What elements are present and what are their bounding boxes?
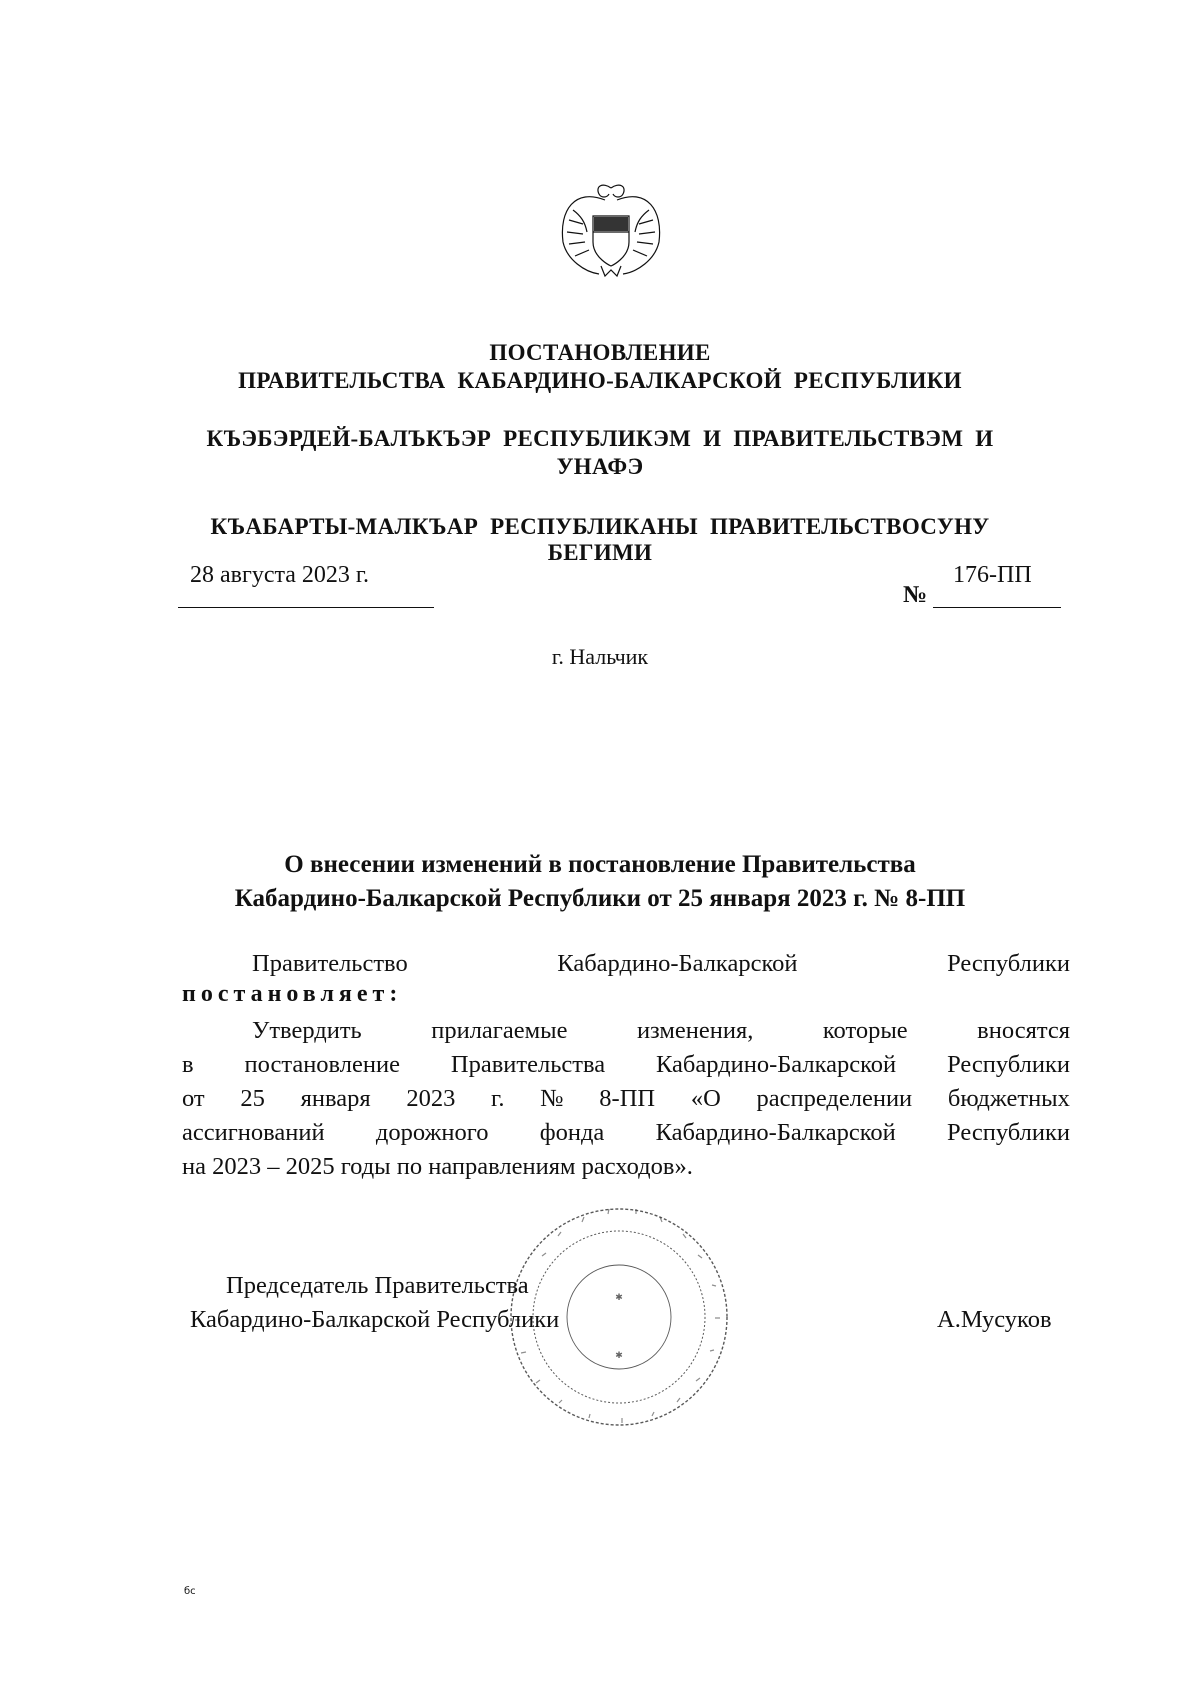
body-word: вносятся [977, 1017, 1070, 1044]
body-word: прилагаемые [431, 1017, 568, 1044]
body-word: Кабардино-Балкарской [655, 1051, 897, 1078]
subject-line-2: Кабардино-Балкарской Республики от 25 января 2023 г. № 8-ПП [234, 885, 966, 912]
body-word: распределении [756, 1085, 913, 1112]
body-word: 25 [240, 1085, 265, 1112]
body-word: в [182, 1051, 194, 1078]
document-date: 28 августа 2023 г. [190, 562, 370, 588]
signatory-position-line2: Кабардино-Балкарской Республики [190, 1306, 560, 1333]
body-word: № [540, 1085, 564, 1112]
body-word: дорожного [375, 1119, 489, 1146]
body-word: января [300, 1085, 371, 1112]
body-word: ассигнований [182, 1119, 325, 1146]
svg-text:✱: ✱ [615, 1293, 623, 1303]
number-underline [933, 607, 1061, 608]
body-line-1 [182, 947, 1070, 981]
document-number: 176-ПП [953, 562, 1032, 588]
body-line-3 [182, 1014, 1070, 1048]
government-name-balkar-line1: КЪАБАРТЫ-МАЛКЪАР РЕСПУБЛИКАНЫ ПРАВИТЕЛЬСТВОСУНУ [210, 514, 990, 539]
body-last-line: на 2023 – 2025 годы по направлениям расходов». [182, 1153, 693, 1180]
body-word: фонда [539, 1119, 605, 1146]
body-word: изменения, [636, 1017, 754, 1044]
body-word: Республики [947, 1051, 1070, 1078]
svg-text:✱: ✱ [615, 1351, 623, 1361]
document-title: ПОСТАНОВЛЕНИЕ [489, 340, 711, 365]
body-word: Утвердить [252, 1017, 362, 1044]
body-word: которые [822, 1017, 908, 1044]
date-underline [178, 607, 434, 608]
signatory-name: А.Мусуков [937, 1306, 1052, 1333]
body-word: Правительство [252, 950, 408, 977]
government-name-balkar-line2: БЕГИМИ [547, 540, 653, 565]
body-word: Правительства [450, 1051, 606, 1078]
body-line-6 [182, 1116, 1070, 1150]
subject-line-1: О внесении изменений в постановление Правительства [284, 851, 916, 878]
government-name-kabardian-line2: УНАФЭ [556, 454, 644, 479]
city: г. Нальчик [551, 644, 649, 669]
body-word: от [182, 1085, 205, 1112]
body-word: постановление [244, 1051, 400, 1078]
number-sign: № [903, 582, 928, 608]
corner-note: бс [184, 1586, 196, 1597]
body-word: 2023 [406, 1085, 456, 1112]
body-line-5 [182, 1082, 1070, 1116]
government-name-russian: ПРАВИТЕЛЬСТВА КАБАРДИНО-БАЛКАРСКОЙ РЕСПУБЛИКИ [238, 368, 962, 393]
body-word: «О [690, 1085, 721, 1112]
body-word: Кабардино-Балкарской [655, 1119, 896, 1146]
signatory-position-line1: Председатель Правительства [226, 1272, 529, 1299]
government-name-kabardian-line1: КЪЭБЭРДЕЙ-БАЛЪКЪЭР РЕСПУБЛИКЭМ И ПРАВИТЕЛЬСТВЭМ И [206, 426, 994, 451]
body-word: Республики [947, 950, 1070, 977]
body-word: Республики [947, 1119, 1070, 1146]
body-word: бюджетных [947, 1085, 1070, 1112]
body-line-4 [182, 1048, 1070, 1082]
decrees-word: постановляет: [182, 981, 403, 1007]
body-word: 8-ПП [599, 1085, 656, 1112]
coat-of-arms-emblem [555, 180, 667, 280]
body-word: г. [491, 1085, 505, 1112]
body-word: Кабардино-Балкарской [557, 950, 798, 977]
